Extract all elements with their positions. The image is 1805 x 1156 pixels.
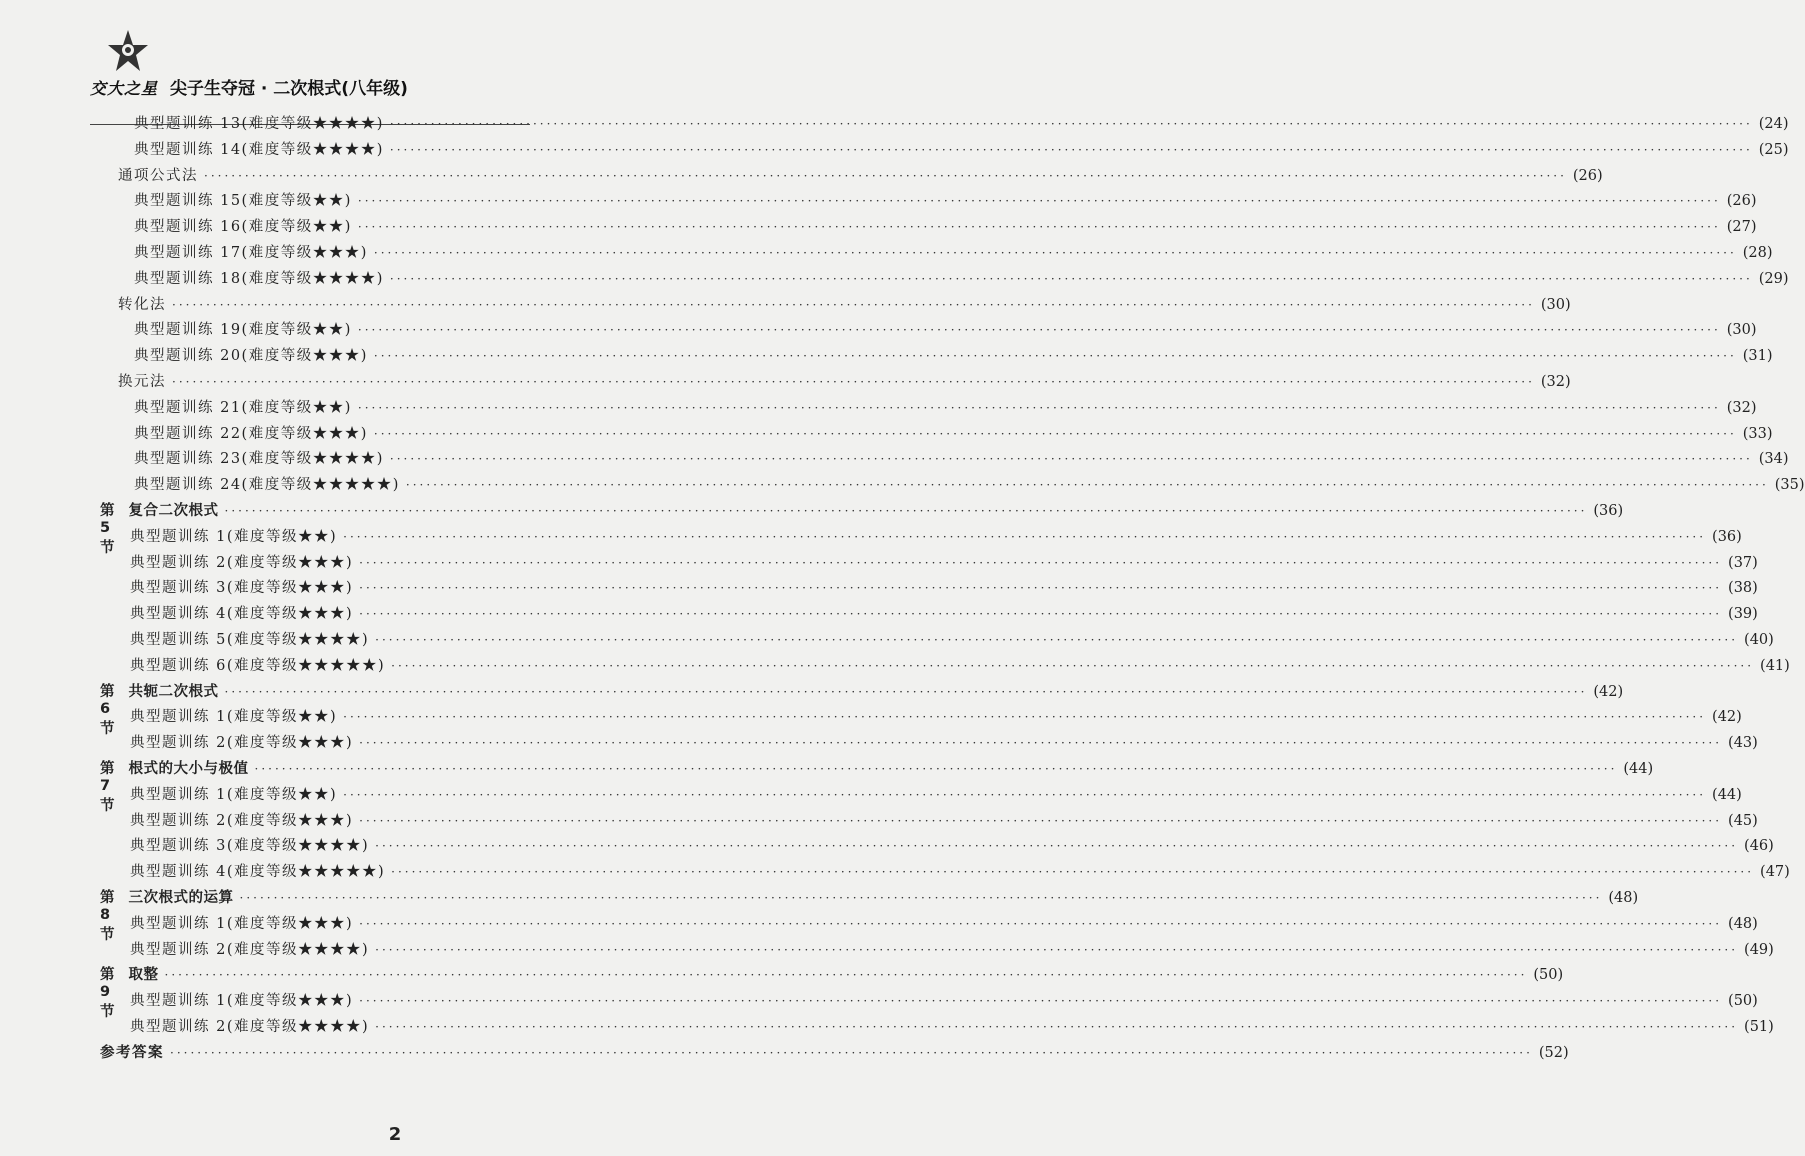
toc-entry-label: 典型题训练 5(难度等级★★★★) [130, 632, 370, 648]
toc-page-number: (46) [1744, 838, 1774, 855]
toc-page-number: (35) [1774, 477, 1805, 494]
toc-page-number: (37) [1728, 554, 1758, 571]
toc-entry-row[interactable] [130, 654, 1790, 676]
toc-entry-row[interactable] [130, 1015, 1774, 1037]
dot-leader: ········································································································································································································ [224, 504, 1588, 518]
toc-entry-row[interactable] [130, 731, 1758, 753]
dot-leader: ········································································································································································································ [359, 916, 1723, 931]
dot-leader: ········································································································································································································ [343, 787, 1707, 802]
toc-page-number: (36) [1712, 528, 1742, 545]
toc-page-number: (45) [1728, 812, 1758, 829]
dot-leader: ········································································································································································································ [389, 271, 1753, 286]
toc-entry-row[interactable] [134, 267, 1789, 289]
toc-entry-label: 典型题训练 2(难度等级★★★) [130, 735, 354, 752]
section-number: 第 5 节 [100, 503, 115, 556]
dot-leader: ········································································································································································································ [164, 968, 1528, 983]
toc-entry-label: 典型题训练 16(难度等级★★) [134, 219, 352, 236]
toc-entry-label: 典型题训练 1(难度等级★★) [130, 709, 338, 726]
dot-leader: ········································································································································································································ [373, 349, 1737, 364]
toc-entry-row[interactable] [130, 834, 1774, 856]
toc-method-row[interactable] [118, 370, 1571, 392]
toc-page-number: (41) [1760, 657, 1790, 674]
toc-entry-row[interactable] [134, 344, 1773, 366]
toc-page-number: (29) [1758, 270, 1789, 287]
toc-page-number: (44) [1623, 761, 1654, 777]
toc-page-number: (40) [1744, 632, 1774, 648]
toc-entry-row[interactable] [130, 912, 1758, 934]
dot-leader: ········································································································································································································ [359, 555, 1723, 570]
toc-entry-label: 共轭二次根式 [128, 683, 219, 700]
logo-text: 交大之星 [90, 79, 159, 98]
toc-entry-row[interactable] [130, 989, 1758, 1011]
dot-leader: ········································································································································································································ [170, 1045, 1533, 1060]
page-header [90, 28, 530, 100]
dot-leader: ········································································································································································································ [375, 839, 1739, 854]
toc-entry-row[interactable] [130, 628, 1774, 650]
toc-page-number: (50) [1728, 993, 1758, 1010]
toc-entry-label: 典型题训练 17(难度等级★★★) [134, 245, 368, 261]
toc-page-number: (25) [1758, 141, 1789, 158]
toc-page-number: (30) [1540, 296, 1571, 313]
section-number: 第 8 节 [100, 890, 115, 943]
toc-entry-label: 复合二次根式 [128, 503, 219, 519]
toc-entry-label: 典型题训练 20(难度等级★★★) [134, 348, 368, 365]
dot-leader: ········································································································································································································ [239, 891, 1603, 905]
dot-leader: ········································································································································································································ [391, 865, 1755, 880]
toc-entry-row[interactable] [130, 705, 1742, 727]
toc-entry-label: 换元法 [118, 374, 166, 390]
toc-page-number: (48) [1608, 890, 1639, 906]
toc-page-number: (30) [1726, 322, 1757, 339]
star-logo-icon [106, 28, 150, 74]
toc-entry-row[interactable] [100, 1041, 1569, 1063]
toc-entry-row[interactable] [134, 396, 1757, 418]
toc-entry-label: 典型题训练 3(难度等级★★★) [130, 580, 354, 597]
toc-page-number: (26) [1572, 167, 1603, 184]
toc-entry-row[interactable] [130, 860, 1790, 882]
toc-entry-row[interactable] [134, 318, 1757, 340]
toc-entry-row[interactable] [130, 576, 1758, 598]
toc-entry-row[interactable] [134, 215, 1757, 237]
toc-entry-row[interactable] [134, 241, 1773, 263]
toc-entry-label: 典型题训练 15(难度等级★★) [134, 193, 352, 210]
toc-entry-row[interactable] [130, 602, 1758, 624]
dot-leader: ········································································································································································································ [254, 762, 1618, 776]
dot-leader: ········································································································································································································ [405, 478, 1769, 493]
toc-page-number: (24) [1758, 116, 1789, 132]
toc-entry-row[interactable] [134, 138, 1789, 160]
dot-leader: ········································································································································································································ [375, 633, 1739, 647]
dot-leader: ········································································································································································································ [359, 813, 1723, 828]
toc-entry-label: 典型题训练 24(难度等级★★★★★) [134, 477, 400, 494]
toc-entry-row[interactable] [134, 112, 1789, 134]
toc-entry-label: 通项公式法 [118, 167, 198, 184]
dot-leader: ········································································································································································································ [359, 736, 1723, 751]
toc-page-number: (33) [1742, 425, 1773, 442]
toc-entry-label: 典型题训练 1(难度等级★★★) [130, 915, 354, 932]
toc-entry-label: 典型题训练 4(难度等级★★★) [130, 606, 354, 623]
toc-entry-label: 典型题训练 14(难度等级★★★★) [134, 141, 384, 158]
dot-leader: ········································································································································································································ [389, 117, 1753, 131]
dot-leader: ········································································································································································································ [224, 684, 1588, 699]
toc-entry-label: 典型题训练 21(难度等级★★) [134, 399, 352, 416]
toc-entry-label: 典型题训练 1(难度等级★★) [130, 786, 338, 803]
dot-leader: ········································································································································································································ [172, 297, 1535, 312]
toc-page-number: (42) [1712, 709, 1742, 726]
dot-leader: ········································································································································································································ [357, 400, 1721, 415]
toc-entry-label: 典型题训练 2(难度等级★★★★) [130, 941, 370, 958]
dot-leader: ········································································································································································································ [391, 658, 1755, 673]
toc-entry-label: 典型题训练 22(难度等级★★★) [134, 425, 368, 442]
toc-page-number: (49) [1744, 941, 1774, 958]
dot-leader: ········································································································································································································ [357, 323, 1721, 338]
toc-entry-label: 参考答案 [100, 1044, 164, 1061]
toc-page-number: (34) [1758, 451, 1789, 468]
dot-leader: ········································································································································································································ [375, 1020, 1739, 1034]
toc-entry-label: 转化法 [118, 296, 166, 313]
section-number: 第 6 节 [100, 683, 115, 737]
toc-page-number: (28) [1742, 245, 1773, 261]
toc-page-number: (36) [1593, 503, 1624, 519]
toc-entry-label: 典型题训练 23(难度等级★★★★) [134, 451, 384, 468]
toc-entry-label: 典型题训练 2(难度等级★★★) [130, 812, 354, 829]
toc-entry-label: 典型题训练 2(难度等级★★★★) [130, 1019, 370, 1035]
toc-page-number: (26) [1726, 193, 1757, 210]
toc-entry-row[interactable] [134, 473, 1805, 495]
toc-page-number: (38) [1728, 580, 1758, 597]
dot-leader: ········································································································································································································ [373, 246, 1737, 260]
toc-entry-label: 典型题训练 19(难度等级★★) [134, 322, 352, 339]
toc-page-number: (48) [1728, 915, 1758, 932]
toc-entry-label: 典型题训练 3(难度等级★★★★) [130, 838, 370, 855]
toc-page-number: (52) [1538, 1044, 1569, 1061]
toc-entry-label: 典型题训练 18(难度等级★★★★) [134, 270, 384, 287]
toc-entry-row[interactable] [130, 783, 1742, 805]
toc-page-number: (39) [1728, 606, 1758, 623]
toc-entry-row[interactable] [130, 525, 1742, 547]
toc-page-number: (42) [1593, 683, 1624, 700]
toc-entry-label: 典型题训练 2(难度等级★★★) [130, 554, 354, 571]
toc-entry-label: 取整 [128, 967, 159, 984]
book-title: 尖子生夺冠 · 二次根式(八年级) [170, 79, 408, 99]
dot-leader: ········································································································································································································ [357, 220, 1721, 235]
toc-entry-label: 三次根式的运算 [128, 890, 234, 906]
toc-entry-label: 典型题训练 4(难度等级★★★★★) [130, 864, 386, 881]
dot-leader: ········································································································································································································ [172, 375, 1535, 389]
dot-leader: ········································································································································································································ [357, 194, 1721, 209]
toc-page-number: (50) [1533, 967, 1564, 984]
dot-leader: ········································································································································································································ [359, 607, 1723, 622]
toc-method-row[interactable] [118, 293, 1571, 315]
dot-leader: ········································································································································································································ [389, 142, 1753, 157]
toc-entry-label: 典型题训练 1(难度等级★★★) [130, 993, 354, 1010]
toc-entry-label: 典型题训练 13(难度等级★★★★) [134, 116, 384, 132]
toc-page-number: (47) [1760, 864, 1790, 881]
toc-entry-row[interactable] [130, 938, 1774, 960]
toc-page-number: (43) [1728, 735, 1758, 752]
toc-page-number: (27) [1726, 219, 1757, 236]
toc-entry-row[interactable] [130, 551, 1758, 573]
toc-entry-label: 根式的大小与极值 [128, 761, 249, 777]
dot-leader: ········································································································································································································ [343, 529, 1707, 544]
section-number: 第 7 节 [100, 761, 115, 814]
dot-leader: ········································································································································································································ [373, 426, 1737, 441]
toc-page-number: (51) [1744, 1019, 1774, 1035]
dot-leader: ········································································································································································································ [375, 942, 1739, 957]
toc-entry-label: 典型题训练 6(难度等级★★★★★) [130, 657, 386, 674]
dot-leader: ········································································································································································································ [359, 581, 1723, 596]
page-number: 2 [388, 1124, 402, 1145]
dot-leader: ········································································································································································································ [389, 452, 1753, 467]
toc-page-number: (44) [1712, 786, 1742, 803]
dot-leader: ········································································································································································································ [343, 710, 1707, 725]
toc-entry-label: 典型题训练 1(难度等级★★) [130, 528, 338, 545]
toc-page-number: (31) [1742, 348, 1773, 365]
toc-entry-row[interactable] [134, 447, 1789, 469]
toc-method-row[interactable] [118, 164, 1603, 186]
toc-page-number: (32) [1540, 374, 1571, 390]
toc-entry-row[interactable] [134, 189, 1757, 211]
toc-page-number: (32) [1726, 399, 1757, 416]
dot-leader: ········································································································································································································ [204, 168, 1567, 183]
dot-leader: ········································································································································································································ [359, 994, 1723, 1009]
toc-entry-row[interactable] [134, 422, 1773, 444]
toc-entry-row[interactable] [130, 809, 1758, 831]
section-number: 第 9 节 [100, 967, 115, 1021]
